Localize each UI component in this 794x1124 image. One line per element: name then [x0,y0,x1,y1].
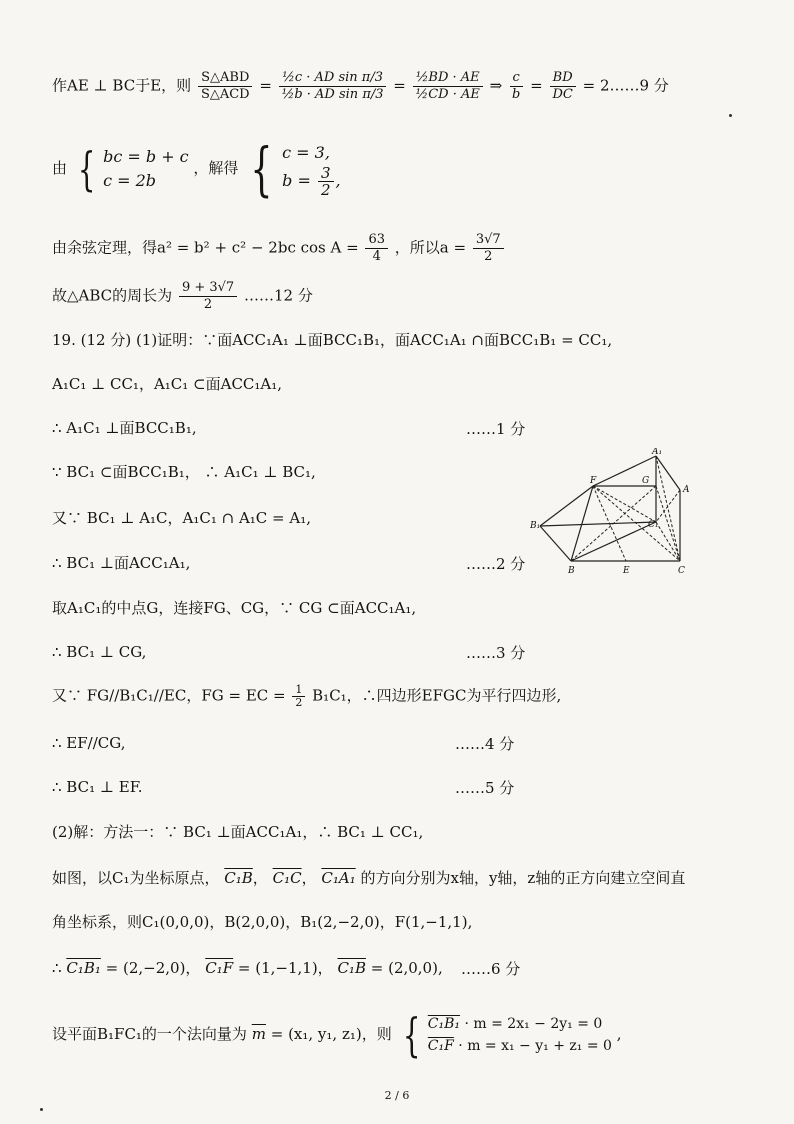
line-a1c1-perp-plane: ∴ A₁C₁ ⊥面BCC₁B₁, [52,419,197,437]
line-vectors [52,958,443,978]
system-row-1: bc = b + c [103,147,189,166]
line-coordinate-setup [52,868,685,888]
score-3: ……3 分 [466,644,526,662]
line-system-solve [52,135,341,203]
frac-num: 63 [365,232,388,249]
b-den: b [512,87,521,102]
line-cosine-law [52,232,506,265]
sep: ， [252,869,268,887]
label-a: A [683,485,690,495]
frac-num: 9 + 3√7 [179,280,237,297]
normal-def: = (x₁, y₁, z₁)，则 [270,1025,392,1043]
area-acd: S△ACD [200,87,250,102]
label-a1: A₁ [652,448,663,457]
height-ratio [413,70,483,103]
text-prefix: 作AE ⊥ BC于E，则 [52,76,192,95]
text-solve: ，解得 [193,159,239,177]
height-den: ½CD · AE [415,87,480,102]
normal-eq-2: · m = x₁ − y₁ + z₁ = 0 [458,1038,612,1054]
edge-b-c1 [571,522,656,561]
vector-c1f: C₁F [427,1038,454,1054]
stray-dot [40,1108,43,1111]
left-brace-icon: { [77,142,96,196]
frac-num: 3 [318,165,334,182]
vector-c1b-value: = (2,0,0), [370,959,443,977]
line-a1c1-perp: A₁C₁ ⊥ CC₁，A₁C₁ ⊂面ACC₁A₁, [52,375,283,393]
vector-c1b: C₁B [224,869,253,887]
page-number: 2 / 6 [384,1089,410,1102]
vector-c1f-value: = (1,−1,1)， [237,959,333,977]
solution-c: c = 3, [282,142,330,162]
vector-c1c: C₁C [272,869,302,887]
equation-system-1 [72,142,189,196]
axes-text: 的方向分别为x轴，y轴，z轴的正方向建立空间直 [360,869,686,887]
edge-a1-c [656,456,680,561]
frac-den: 2 [295,696,303,709]
edge-f-c1 [593,486,656,522]
score-1: ……1 分 [466,420,526,438]
line-part2-method1: (2)解：方法一：∵ BC₁ ⊥面ACC₁A₁，∴ BC₁ ⊥ CC₁, [52,823,424,841]
line-bc1-perp-cg: ∴ BC₁ ⊥ CG, [52,643,147,661]
fg-text: 又∵ FG//B₁C₁//EC，FG = EC = [52,686,286,705]
cb-ratio [509,70,523,103]
line-parallelogram [52,684,561,709]
edge-g-c [656,486,680,561]
edge-g-b [571,486,656,561]
frac-den: 4 [372,249,381,264]
line-ae-perpendicular: 作AE ⊥ BC于E，则 $\frac{\text{S△ABD}}{\text{S△ACD}}$ = $\frac{\text{½c · AD sin π/3}}{\text{½b · AD sin π/3}}$ = $\frac{\text{½BD · AE}}{\text{½CD · AE}}$ ⇒ $\frac{c}{b}$ = $\frac{BD}{DC}$ = 2……9 分 [52,70,669,102]
line-bc1-perp-plane: ∴ BC₁ ⊥面ACC₁A₁, [52,554,191,572]
parallelogram-text: B₁C₁，∴四边形EFGC为平行四边形, [312,686,562,705]
implies-symbol: ⇒ [489,76,503,95]
label-e: E [623,566,630,576]
height-num: ½BD · AE [413,70,483,87]
frac-a [473,232,504,265]
line-coordinates: 角坐标系，则C₁(0,0,0)，B(2,0,0)，B₁(2,−2,0)，F(1,−1,1), [52,913,473,931]
left-brace-icon: { [250,135,273,203]
frac-den: 2 [320,180,331,199]
vector-c1b1-value: = (2,−2,0)， [105,959,201,977]
left-brace-icon: { [402,1008,420,1062]
edge-b1-f [540,486,593,526]
edge-b1-b [540,526,571,561]
therefore: ∴ [52,959,62,977]
normal-row-1 [428,1013,612,1035]
solution-b-pre: b = [282,170,311,190]
c-num: c [510,70,523,87]
vector-c1b1: C₁B₁ [427,1016,461,1032]
solution-b-frac [318,165,334,198]
line-midpoint-g: 取A₁C₁的中点G，连接FG、CG，∵ CG ⊂面ACC₁A₁, [52,599,417,617]
solution-b [282,165,340,198]
line-bc1-perp-a1c: 又∵ BC₁ ⊥ A₁C，A₁C₁ ∩ A₁C = A₁, [52,509,312,527]
so-a-text: ，所以a = [394,238,467,257]
text-you: 由 [52,159,68,177]
perimeter-frac [179,280,237,313]
frac-num: 3√7 [473,232,504,249]
label-b: B [568,566,575,576]
line-ef-parallel-cg: ∴ EF//CG, [52,734,126,752]
solution-system [243,135,341,203]
normal-eq-1: · m = 2x₁ − 2y₁ = 0 [464,1016,603,1032]
label-f: F [590,476,597,486]
label-c1: C₁ [648,520,659,530]
setup-text: 如图，以C₁为坐标原点， [52,869,220,887]
sine-den: ½b · AD sin π/3 [281,87,384,102]
vector-c1a1: C₁A₁ [321,869,356,887]
bd-num: BD [550,70,576,87]
vector-c1b: C₁B [337,959,366,977]
label-g: G [642,476,650,486]
score-9: = 2……9 分 [582,76,669,95]
sine-ratio [279,70,387,103]
score-6: ……6 分 [461,960,521,978]
dc-den: DC [552,87,573,102]
label-c: C [678,566,685,576]
comma: , [335,170,341,190]
sine-num: ½c · AD sin π/3 [279,70,386,87]
cosine-text: 由余弦定理，得a² = b² + c² − 2bc cos A = [52,238,359,257]
normal-system [397,1008,612,1062]
area-abd: S△ABD [198,70,252,87]
normal-text: 设平面B₁FC₁的一个法向量为 [52,1025,247,1043]
frac-63-4 [365,232,388,265]
half-frac [292,684,305,709]
vector-c1f: C₁F [205,959,234,977]
edge-c1-c [656,522,680,561]
prism-figure [530,448,700,578]
normal-row-2 [428,1035,612,1057]
line-bc1-perp-ef: ∴ BC₁ ⊥ EF. [52,778,143,796]
sep: ， [301,869,317,887]
score-5: ……5 分 [455,779,515,797]
line-bc1-in-plane: ∵ BC₁ ⊂面BCC₁B₁， ∴ A₁C₁ ⊥ BC₁, [52,463,316,481]
frac-num: 1 [292,684,305,697]
line-perimeter [52,280,313,313]
comma: , [616,1025,622,1043]
bd-dc-ratio [549,70,575,103]
frac-den: 2 [203,297,213,312]
label-b1: B₁ [530,521,541,531]
perimeter-text: 故△ABC的周长为 [52,286,173,305]
area-ratio [198,70,253,103]
score-4: ……4 分 [455,735,515,753]
system-row-2: c = 2b [103,171,157,190]
vector-c1b1: C₁B₁ [66,959,101,977]
score-2: ……2 分 [466,555,526,573]
frac-den: 2 [484,249,493,264]
score-12: ……12 分 [243,286,313,305]
edge-b-f [571,486,593,561]
vector-m: $\overline{m}$ [251,1025,266,1043]
line-normal-vector [52,1008,622,1062]
stray-dot [729,114,732,117]
line-19-heading: 19. (12 分) (1)证明：∵面ACC₁A₁ ⊥面BCC₁B₁，面ACC₁A₁ ∩面BCC₁B₁ = CC₁, [52,331,613,349]
edge-a-c1 [656,490,680,522]
